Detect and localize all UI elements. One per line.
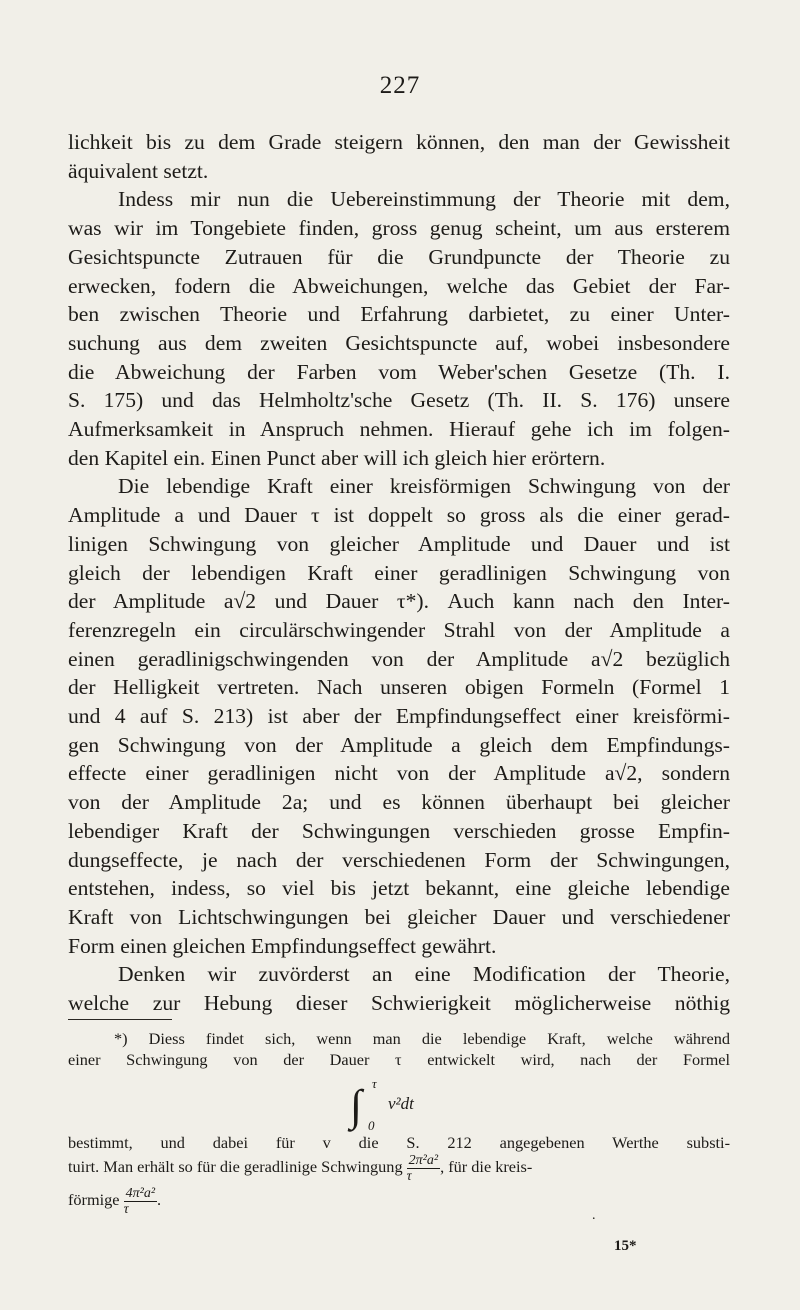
text-line: den Kapitel ein. Einen Punct aber will ich gleich hier erörtern. <box>68 445 606 470</box>
footnote-line <box>68 1186 730 1217</box>
footnote-text: . <box>157 1190 162 1210</box>
text-line: effecte einer geradlinigen nicht von der Amplitude a√2, sondern <box>68 761 730 786</box>
text-line: der Helligkeit vertreten. Nach unseren obigen Formeln (Formel 1 <box>68 675 730 700</box>
text-line: Amplitude a und Dauer τ ist doppelt so gross als die einer gerad- <box>68 503 730 528</box>
integral-sign-icon: ∫ <box>350 1081 363 1130</box>
body-text <box>68 128 730 1018</box>
text-line: dungseffecte, je nach der verschiedenen Form der Schwingungen, <box>68 847 730 872</box>
text-line: Indess mir nun die Uebereinstimmung der Theorie mit dem, <box>118 187 730 212</box>
text-line: lichkeit bis zu dem Grade steigern können, den man der Gewissheit <box>68 130 730 154</box>
fraction-circular <box>124 1186 157 1217</box>
text-line: gleich der lebendigen Kraft einer geradlinigen Schwingung von <box>68 560 730 585</box>
fraction-linear <box>407 1153 440 1184</box>
page-number: 227 <box>379 72 421 99</box>
fraction-denominator: τ <box>406 1169 412 1184</box>
text-line: Aufmerksamkeit in Anspruch nehmen. Hierauf gehe ich im folgen- <box>68 417 730 442</box>
text-line: S. 175) und das Helmholtz'sche Gesetz (Th. II. S. 176) unsere <box>68 388 730 413</box>
footnote-line: *) Diess findet sich, wenn man die lebendige Kraft, welche während <box>114 1029 730 1048</box>
text-line: Kraft von Lichtschwingungen bei gleicher Dauer und verschiedener <box>68 904 730 929</box>
text-line: welche zur Hebung dieser Schwierigkeit möglicherweise nöthig <box>68 991 730 1016</box>
text-line: Denken wir zuvörderst an eine Modification der Theorie, <box>118 962 730 987</box>
text-line: die Abweichung der Farben vom Weber'schen Gesetze (Th. I. <box>68 359 730 384</box>
fraction-numerator: 4π²a² <box>125 1186 156 1201</box>
dot-mark: . <box>592 1208 596 1223</box>
text-line: äquivalent setzt. <box>68 158 209 183</box>
text-line: linigen Schwingung von gleicher Amplitude und Dauer und ist <box>68 531 730 556</box>
text-line: was wir im Tongebiete finden, gross genug scheint, um aus ersterem <box>68 216 730 241</box>
text-line: der Amplitude a√2 und Dauer τ*). Auch kann nach den Inter- <box>68 589 730 614</box>
text-line: lebendiger Kraft der Schwingungen verschieden grosse Empfin- <box>68 818 730 843</box>
fraction-numerator: 2π²a² <box>408 1153 439 1168</box>
footnote-text: , für die kreis- <box>440 1157 533 1177</box>
text-line: einen geradlinigschwingenden von der Amplitude a√2 bezüglich <box>68 646 730 671</box>
text-line: von der Amplitude 2a; und es können überhaupt bei gleicher <box>68 790 730 815</box>
text-line: und 4 auf S. 213) ist aber der Empfindungseffect einer kreisförmi- <box>68 704 730 729</box>
text-line: Die lebendige Kraft einer kreisförmigen Schwingung von der <box>118 474 730 499</box>
footnote-line <box>68 1153 730 1184</box>
integrand: v²dt <box>388 1094 414 1113</box>
sheet-signature: 15* <box>614 1238 637 1254</box>
text-line: erwecken, fodern die Abweichungen, welche das Gebiet der Far- <box>68 273 730 298</box>
footnote-line: einer Schwingung von der Dauer τ entwickelt wird, nach der Formel <box>68 1050 730 1069</box>
footnote-line: bestimmt, und dabei für v die S. 212 angegebenen Werthe substi- <box>68 1133 730 1152</box>
integral-upper-limit: τ <box>372 1076 377 1091</box>
text-line: suchung aus dem zweiten Gesichtspuncte auf, wobei insbesondere <box>68 330 730 355</box>
text-line: ben zwischen Theorie und Erfahrung darbietet, zu einer Unter- <box>68 302 730 327</box>
fraction-denominator: τ <box>123 1202 129 1217</box>
text-line: Form einen gleichen Empfindungseffect gewährt. <box>68 933 497 958</box>
integral-lower-limit: 0 <box>368 1118 375 1133</box>
footnote-divider <box>68 1019 172 1020</box>
footnote-text: förmige <box>68 1190 120 1210</box>
integral-formula <box>350 1076 490 1136</box>
text-line: ferenzregeln ein circulärschwingender Strahl von der Amplitude a <box>68 617 730 642</box>
text-line: gen Schwingung von der Amplitude a gleich dem Empfindungs- <box>68 732 730 757</box>
footnote-text: tuirt. Man erhält so für die geradlinige Schwingung <box>68 1157 403 1177</box>
text-line: entstehen, indess, so viel bis jetzt bekannt, eine gleiche lebendige <box>68 876 730 901</box>
text-line: Gesichtspuncte Zutrauen für die Grundpuncte der Theorie zu <box>68 244 730 269</box>
